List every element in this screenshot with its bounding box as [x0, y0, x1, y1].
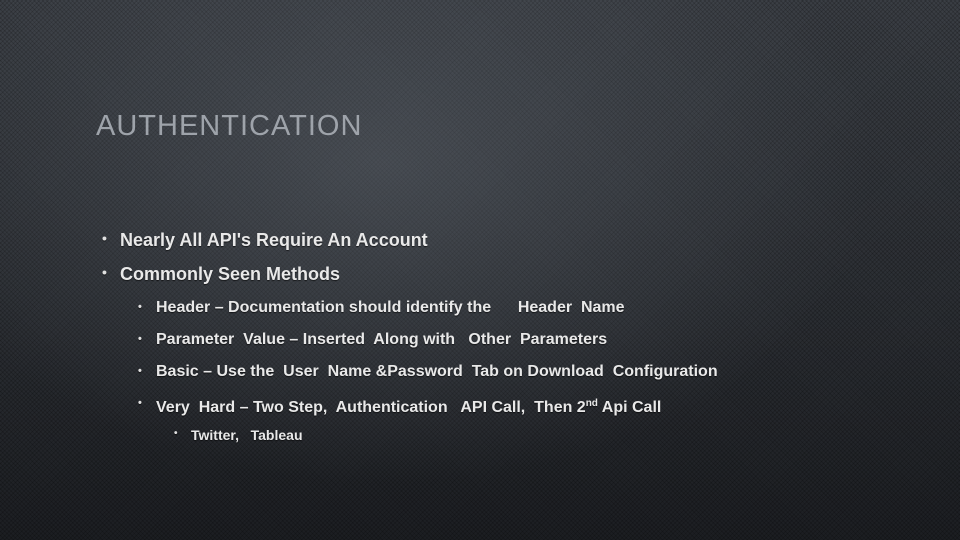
sub-bullet-item	[96, 390, 896, 422]
slide-title: AUTHENTICATION	[96, 110, 363, 142]
bullet-dot-icon: •	[138, 301, 142, 313]
bullet-item	[96, 226, 896, 260]
sub-bullet-text: Basic – Use the User Name &Password Tab on Download Configuration	[156, 363, 718, 380]
sub-bullet-item	[96, 358, 896, 390]
bullet-dot-icon: •	[102, 230, 107, 246]
bullet-text: Nearly All API's Require An Account	[120, 230, 428, 250]
sub-sub-bullet-item	[96, 422, 896, 450]
sub-bullet-item	[96, 326, 896, 358]
bullet-dot-icon: •	[102, 264, 107, 280]
bullet-dot-icon: •	[138, 397, 142, 409]
bullet-dot-icon: •	[174, 428, 178, 439]
sub-bullet-text-end: Api Call	[597, 399, 662, 416]
bullet-dot-icon: •	[138, 333, 142, 345]
sub-bullet-text: Very Hard – Two Step, Authentication API Call, Then 2	[156, 399, 586, 416]
bullet-dot-icon: •	[138, 365, 142, 377]
bullet-list	[96, 226, 896, 450]
bullet-item	[96, 260, 896, 294]
ordinal-suffix: nd	[585, 398, 598, 409]
sub-sub-bullet-text: Twitter, Tableau	[191, 427, 303, 443]
sub-bullet-text: Header – Documentation should identify the Header Name	[156, 299, 625, 316]
sub-bullet-text: Parameter Value – Inserted Along with Other Parameters	[156, 331, 608, 348]
sub-bullet-item	[96, 294, 896, 326]
bullet-text: Commonly Seen Methods	[120, 264, 341, 284]
